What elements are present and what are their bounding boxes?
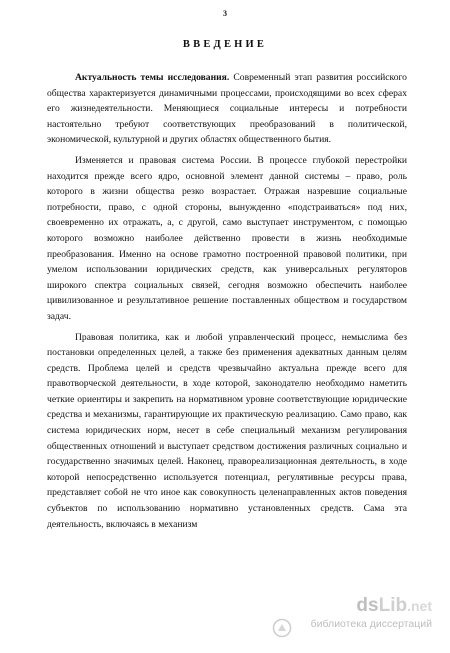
page-number: 3 xyxy=(223,9,227,18)
paragraph-text: Современный этап развития российского общества характеризуется динамичными процессами, происходящими во всех сферах его жизнедеятельности. Меняющиеся социальные интересы и потребности настоятельно требуют соответствующих преобразований в политической, экономической, культурной и других областях общественного бытия. xyxy=(47,72,407,146)
page-title: ВВЕДЕНИЕ xyxy=(182,39,268,50)
paragraph-legal-policy: Правовая политика, как и любой управленческий процесс, немыслима без постановки определенных целей, а также без применения адекватных данным целям средств. Проблема целей и средств чрезвычайно актуальна прежде всего для правотворческой деятельности, в ходе которой, законодателю необходимо наметить четкие ориентиры и закрепить на нормативном уровне соответствующие юридические средства и механизмы, гарантирующие их практическую реализацию. Само право, как система юридических норм, несет в себе специальный механизм регулирования общественных отношений и выступает средством достижения различных социально и государственно значимых целей. Наконец, правореализационная деятельность, в ходе которой непосредственно используется потенциал, регулятивные ресурсы права, представляет собой не что иное как совокупность целенаправленных актов поведения субъектов по использованию нормативно установленных средств. Сама эта деятельность, включаясь в механизм xyxy=(47,331,407,530)
paragraph-legal-system: Изменяется и правовая система России. В процессе глубокой перестройки находится прежде всего ядро, основной элемент данной системы – право, роль которого в жизни общества резко возрастает. Отражая назревшие социальные потребности, право, с одной стороны, вынужденно «подстраиваться» под них, своевременно их отражать, а, с другой, само выступает инструментом, с помощью которого возможно наиболее действенно провести в жизнь необходимые преобразования. Именно на основе грамотно построенной правовой политики, при умелом использовании юридических средств, как универсальных регуляторов широкого спектра социальных связей, сегодня возможно обеспечить наиболее цивилизованное и результативное решение поставленных обществом и государством задач. xyxy=(47,154,407,322)
watermark xyxy=(272,595,432,639)
paragraph-lead: Актуальность темы исследования. xyxy=(75,72,230,83)
document-body xyxy=(47,70,407,532)
watermark-tagline: библиотека диссертаций xyxy=(310,618,432,630)
watermark-logo-icon xyxy=(272,618,292,638)
paragraph-relevance xyxy=(47,70,407,148)
watermark-logo-text: dsLib.net xyxy=(356,595,432,616)
